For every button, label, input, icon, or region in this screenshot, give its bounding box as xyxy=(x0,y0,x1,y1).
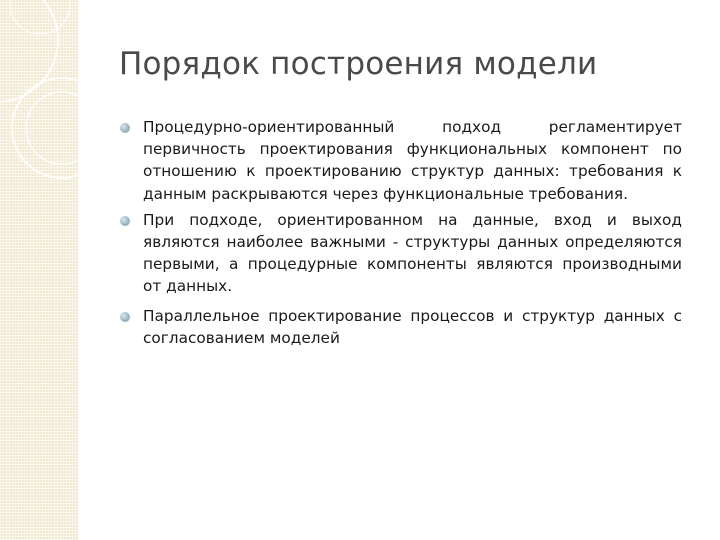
bullet-lead: Параллельное проектирование xyxy=(143,306,402,325)
bullet-item-parallel xyxy=(120,305,682,349)
bullet-list xyxy=(120,116,682,353)
bullet-text: процессов и структур данных с согласованием моделей xyxy=(143,306,682,347)
slide-title: Порядок построения модели xyxy=(119,46,598,82)
bullet-lead: Процедурно-ориентированный подход xyxy=(143,118,502,136)
bullet-text: вход и выход являются наиболее важными - структуры данных определяются первыми, а процедурные компоненты являются производными от данных. xyxy=(143,210,682,296)
bullet-icon xyxy=(120,123,130,133)
bullet-text: регламентирует первичность проектирования функциональных компонент по отношению к проектированию структур данных: требования к данным раскрываются через функциональные требования. xyxy=(143,118,682,203)
bullet-lead: При подходе, ориентированном на данные, xyxy=(143,210,539,229)
bullet-item-procedural xyxy=(120,116,682,205)
bullet-item-data-oriented xyxy=(120,209,682,298)
bullet-icon xyxy=(120,216,130,226)
decorative-circles-graphic xyxy=(0,0,120,240)
bullet-icon xyxy=(120,312,130,322)
